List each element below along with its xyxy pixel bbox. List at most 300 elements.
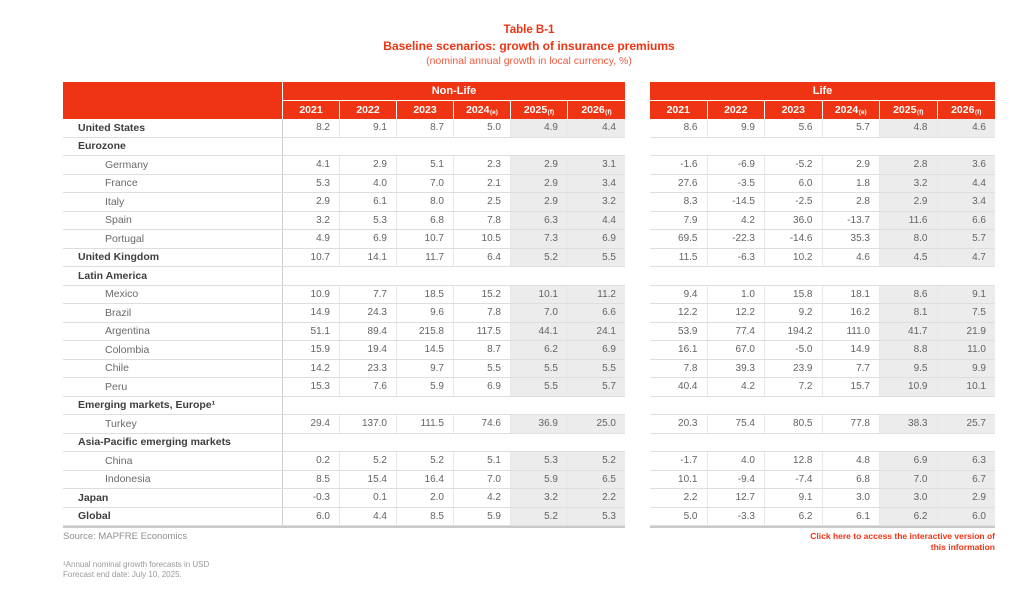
- empty-section-span: [283, 138, 625, 156]
- value-cell: 4.8: [880, 119, 938, 137]
- value-cell: 4.4: [568, 212, 625, 230]
- year-column-header: [823, 101, 881, 119]
- row-label: United States: [63, 119, 283, 137]
- value-cell: 44.1: [511, 323, 568, 341]
- value-cell: 9.2: [765, 304, 823, 322]
- value-cell: 5.3: [568, 508, 625, 526]
- value-cell: 7.0: [880, 471, 938, 489]
- row-label: Portugal: [63, 230, 283, 248]
- row-label: Germany: [63, 156, 283, 174]
- value-cell: 5.5: [454, 360, 511, 378]
- section-row: [650, 397, 995, 416]
- year-label: 2024: [466, 104, 490, 116]
- value-cell: 5.1: [454, 452, 511, 470]
- value-cell: 5.0: [454, 119, 511, 137]
- value-cell: 2.2: [650, 489, 708, 507]
- value-cell: 18.1: [823, 286, 881, 304]
- year-label: 2025: [893, 104, 917, 116]
- value-cell: 8.6: [650, 119, 708, 137]
- row-label: Asia-Pacific emerging markets: [63, 434, 283, 452]
- value-cell: 5.2: [340, 452, 397, 470]
- value-cell: -1.7: [650, 452, 708, 470]
- footnote-1: ¹Annual nominal growth forecasts in USD: [63, 560, 210, 569]
- value-cell: 75.4: [708, 415, 766, 433]
- row-label: Mexico: [63, 286, 283, 304]
- title-block: [63, 22, 995, 68]
- section-row: [650, 138, 995, 157]
- value-cell: 4.0: [708, 452, 766, 470]
- table-row: [63, 341, 625, 360]
- table-row: [63, 119, 625, 138]
- value-cell: -1.6: [650, 156, 708, 174]
- value-cell: 7.7: [340, 286, 397, 304]
- row-label: Spain: [63, 212, 283, 230]
- year-label: 2024: [834, 104, 859, 116]
- value-cell: 6.3: [511, 212, 568, 230]
- year-label: 2026: [951, 104, 975, 116]
- table-row: [63, 193, 625, 212]
- section-row: [63, 397, 625, 416]
- value-cell: 194.2: [765, 323, 823, 341]
- value-cell: 2.9: [511, 175, 568, 193]
- value-cell: 23.3: [340, 360, 397, 378]
- value-cell: 53.9: [650, 323, 708, 341]
- row-label: Emerging markets, Europe¹: [63, 397, 283, 415]
- value-cell: 6.4: [454, 249, 511, 267]
- value-cell: 9.1: [340, 119, 397, 137]
- value-cell: 27.6: [650, 175, 708, 193]
- table-row: [63, 230, 625, 249]
- year-label: 2025: [523, 104, 548, 116]
- row-label: Italy: [63, 193, 283, 211]
- table-row: [63, 452, 625, 471]
- value-cell: 15.8: [765, 286, 823, 304]
- empty-section-span: [650, 138, 995, 156]
- value-cell: 6.9: [880, 452, 938, 470]
- value-cell: 6.6: [568, 304, 625, 322]
- value-cell: 4.4: [568, 119, 625, 137]
- value-cell: 7.7: [823, 360, 881, 378]
- value-cell: 15.4: [340, 471, 397, 489]
- table-row: [650, 304, 995, 323]
- row-label: Colombia: [63, 341, 283, 359]
- value-cell: 24.1: [568, 323, 625, 341]
- value-cell: 5.1: [397, 156, 454, 174]
- value-cell: 4.4: [938, 175, 996, 193]
- value-cell: -6.9: [708, 156, 766, 174]
- table-row: [650, 452, 995, 471]
- value-cell: 16.1: [650, 341, 708, 359]
- value-cell: 25.7: [938, 415, 996, 433]
- value-cell: 5.9: [454, 508, 511, 526]
- value-cell: 14.9: [823, 341, 881, 359]
- value-cell: 10.1: [650, 471, 708, 489]
- section-row: [650, 434, 995, 453]
- life-group-header: Life: [650, 82, 995, 100]
- value-cell: 8.7: [397, 119, 454, 137]
- value-cell: 5.7: [938, 230, 996, 248]
- table-row: [63, 175, 625, 194]
- value-cell: 7.8: [454, 304, 511, 322]
- table-row: [650, 175, 995, 194]
- value-cell: 2.9: [880, 193, 938, 211]
- value-cell: 3.0: [880, 489, 938, 507]
- value-cell: 6.9: [340, 230, 397, 248]
- value-cell: 9.9: [938, 360, 996, 378]
- table-row: [63, 378, 625, 397]
- year-label: 2021: [299, 104, 323, 116]
- value-cell: 7.9: [650, 212, 708, 230]
- year-column-header: [397, 101, 454, 119]
- value-cell: 14.1: [340, 249, 397, 267]
- value-cell: 10.7: [397, 230, 454, 248]
- year-column-header: [454, 101, 511, 119]
- year-label: 2022: [724, 104, 748, 116]
- row-label: Brazil: [63, 304, 283, 322]
- table-row: [650, 323, 995, 342]
- value-cell: 4.9: [511, 119, 568, 137]
- value-cell: 12.8: [765, 452, 823, 470]
- table-row: [63, 249, 625, 268]
- value-cell: 4.8: [823, 452, 881, 470]
- value-cell: 69.5: [650, 230, 708, 248]
- value-cell: 51.1: [283, 323, 340, 341]
- interactive-link[interactable]: Click here to access the interactive version of this information: [810, 531, 995, 552]
- value-cell: 7.3: [511, 230, 568, 248]
- value-cell: -13.7: [823, 212, 881, 230]
- table-row: [650, 471, 995, 490]
- value-cell: 6.6: [938, 212, 996, 230]
- row-label: Eurozone: [63, 138, 283, 156]
- value-cell: 15.3: [283, 378, 340, 396]
- table-row: [650, 286, 995, 305]
- value-cell: 6.8: [823, 471, 881, 489]
- value-cell: 8.8: [880, 341, 938, 359]
- table-subtitle: (nominal annual growth in local currency, %): [426, 55, 632, 67]
- row-label: Chile: [63, 360, 283, 378]
- nonlife-header: [63, 82, 625, 119]
- value-cell: 11.6: [880, 212, 938, 230]
- value-cell: 36.9: [511, 415, 568, 433]
- value-cell: 7.0: [397, 175, 454, 193]
- value-cell: 41.7: [880, 323, 938, 341]
- value-cell: 39.3: [708, 360, 766, 378]
- row-label: Latin America: [63, 267, 283, 285]
- table-row: [63, 508, 625, 527]
- empty-section-span: [650, 434, 995, 452]
- value-cell: 8.6: [880, 286, 938, 304]
- table-row: [650, 341, 995, 360]
- value-cell: 4.1: [283, 156, 340, 174]
- value-cell: 16.4: [397, 471, 454, 489]
- row-label: United Kingdom: [63, 249, 283, 267]
- value-cell: 8.7: [454, 341, 511, 359]
- value-cell: 89.4: [340, 323, 397, 341]
- value-cell: 4.9: [283, 230, 340, 248]
- value-cell: 6.3: [938, 452, 996, 470]
- value-cell: 2.9: [283, 193, 340, 211]
- table-row: [63, 323, 625, 342]
- section-row: [63, 267, 625, 286]
- value-cell: 3.4: [568, 175, 625, 193]
- value-cell: 9.6: [397, 304, 454, 322]
- value-cell: 6.9: [454, 378, 511, 396]
- source-note: Source: MAPFRE Economics: [63, 531, 188, 542]
- value-cell: 2.8: [823, 193, 881, 211]
- value-cell: 80.5: [765, 415, 823, 433]
- value-cell: 111.5: [397, 415, 454, 433]
- value-cell: 3.4: [938, 193, 996, 211]
- value-cell: 11.5: [650, 249, 708, 267]
- table-row: [650, 249, 995, 268]
- value-cell: 11.2: [568, 286, 625, 304]
- value-cell: 6.9: [568, 230, 625, 248]
- value-cell: 6.1: [823, 508, 881, 526]
- year-column-header: [283, 101, 340, 119]
- value-cell: 2.0: [397, 489, 454, 507]
- value-cell: 5.9: [397, 378, 454, 396]
- row-label: Argentina: [63, 323, 283, 341]
- table-title: Baseline scenarios: growth of insurance premiums: [383, 39, 675, 53]
- value-cell: 9.4: [650, 286, 708, 304]
- value-cell: 10.9: [880, 378, 938, 396]
- value-cell: 2.9: [511, 193, 568, 211]
- value-cell: 6.1: [340, 193, 397, 211]
- value-cell: 3.2: [283, 212, 340, 230]
- value-cell: 2.9: [823, 156, 881, 174]
- value-cell: 15.2: [454, 286, 511, 304]
- table-row: [63, 212, 625, 231]
- year-column-header: [568, 101, 625, 119]
- value-cell: 0.1: [340, 489, 397, 507]
- value-cell: 6.0: [283, 508, 340, 526]
- table-row: [63, 415, 625, 434]
- table-row: [650, 156, 995, 175]
- life-header: [650, 82, 995, 119]
- value-cell: 4.6: [938, 119, 996, 137]
- year-column-header: [708, 101, 766, 119]
- value-cell: 38.3: [880, 415, 938, 433]
- value-cell: 8.0: [880, 230, 938, 248]
- value-cell: 9.9: [708, 119, 766, 137]
- row-label: Turkey: [63, 415, 283, 433]
- value-cell: -5.2: [765, 156, 823, 174]
- value-cell: -9.4: [708, 471, 766, 489]
- empty-section-span: [650, 267, 995, 285]
- value-cell: 10.9: [283, 286, 340, 304]
- table-row: [63, 286, 625, 305]
- value-cell: 40.4: [650, 378, 708, 396]
- value-cell: 8.5: [397, 508, 454, 526]
- year-label: 2021: [666, 104, 690, 116]
- value-cell: 4.0: [340, 175, 397, 193]
- value-cell: 20.3: [650, 415, 708, 433]
- value-cell: 5.5: [568, 249, 625, 267]
- value-cell: 117.5: [454, 323, 511, 341]
- row-label: Peru: [63, 378, 283, 396]
- year-suffix: (f): [916, 109, 924, 116]
- table-row: [63, 489, 625, 508]
- value-cell: 2.3: [454, 156, 511, 174]
- section-row: [650, 267, 995, 286]
- value-cell: 5.5: [511, 360, 568, 378]
- year-suffix: (f): [605, 109, 612, 116]
- year-column-header: [511, 101, 568, 119]
- row-label: France: [63, 175, 283, 193]
- section-row: [63, 434, 625, 453]
- value-cell: -2.5: [765, 193, 823, 211]
- row-label: Global: [63, 508, 283, 526]
- value-cell: 2.8: [880, 156, 938, 174]
- year-column-header: [938, 101, 996, 119]
- nonlife-group-header: Non-Life: [283, 82, 625, 100]
- nonlife-table: [63, 82, 625, 528]
- header-corner-block: [63, 82, 282, 119]
- value-cell: 5.2: [511, 249, 568, 267]
- value-cell: 9.5: [880, 360, 938, 378]
- row-label: Japan: [63, 489, 283, 507]
- value-cell: 10.1: [511, 286, 568, 304]
- value-cell: 5.3: [283, 175, 340, 193]
- value-cell: 16.2: [823, 304, 881, 322]
- value-cell: 6.0: [938, 508, 996, 526]
- value-cell: -3.3: [708, 508, 766, 526]
- value-cell: 3.6: [938, 156, 996, 174]
- year-header-row: [650, 101, 995, 119]
- value-cell: 5.5: [568, 360, 625, 378]
- table-row: [650, 193, 995, 212]
- value-cell: 2.5: [454, 193, 511, 211]
- empty-section-span: [283, 267, 625, 285]
- value-cell: -22.3: [708, 230, 766, 248]
- value-cell: 74.6: [454, 415, 511, 433]
- value-cell: 3.2: [880, 175, 938, 193]
- value-cell: 7.0: [511, 304, 568, 322]
- value-cell: 23.9: [765, 360, 823, 378]
- value-cell: 5.9: [511, 471, 568, 489]
- table-row: [650, 360, 995, 379]
- value-cell: 21.9: [938, 323, 996, 341]
- value-cell: 9.7: [397, 360, 454, 378]
- value-cell: -0.3: [283, 489, 340, 507]
- value-cell: 111.0: [823, 323, 881, 341]
- year-column-header: [650, 101, 708, 119]
- value-cell: 36.0: [765, 212, 823, 230]
- value-cell: 5.2: [511, 508, 568, 526]
- year-suffix: (e): [858, 109, 867, 116]
- value-cell: 5.0: [650, 508, 708, 526]
- value-cell: 14.2: [283, 360, 340, 378]
- value-cell: 6.2: [880, 508, 938, 526]
- table-row: [650, 212, 995, 231]
- year-suffix: (f): [547, 109, 555, 116]
- value-cell: 6.9: [568, 341, 625, 359]
- value-cell: 7.8: [454, 212, 511, 230]
- value-cell: 6.8: [397, 212, 454, 230]
- value-cell: 14.9: [283, 304, 340, 322]
- table-row: [650, 230, 995, 249]
- value-cell: 2.9: [938, 489, 996, 507]
- value-cell: -6.3: [708, 249, 766, 267]
- value-cell: 8.5: [283, 471, 340, 489]
- value-cell: 3.2: [511, 489, 568, 507]
- footnotes: [63, 560, 209, 580]
- table-row: [63, 156, 625, 175]
- value-cell: 29.4: [283, 415, 340, 433]
- value-cell: 4.4: [340, 508, 397, 526]
- value-cell: 5.2: [397, 452, 454, 470]
- value-cell: 35.3: [823, 230, 881, 248]
- value-cell: 10.1: [938, 378, 996, 396]
- table-row: [63, 360, 625, 379]
- value-cell: 6.5: [568, 471, 625, 489]
- value-cell: 4.5: [880, 249, 938, 267]
- value-cell: 7.8: [650, 360, 708, 378]
- value-cell: 137.0: [340, 415, 397, 433]
- table-row: [63, 304, 625, 323]
- value-cell: 10.7: [283, 249, 340, 267]
- year-suffix: (e): [489, 109, 498, 116]
- value-cell: 14.5: [397, 341, 454, 359]
- value-cell: 67.0: [708, 341, 766, 359]
- empty-section-span: [283, 434, 625, 452]
- value-cell: 24.3: [340, 304, 397, 322]
- year-label: 2022: [356, 104, 380, 116]
- year-suffix: (f): [974, 109, 982, 116]
- value-cell: 12.7: [708, 489, 766, 507]
- value-cell: 0.2: [283, 452, 340, 470]
- value-cell: 8.0: [397, 193, 454, 211]
- footnote-2: Forecast end date: July 10, 2025.: [63, 570, 182, 579]
- value-cell: 7.0: [454, 471, 511, 489]
- value-cell: 12.2: [708, 304, 766, 322]
- table-number: Table B-1: [503, 24, 555, 36]
- row-label: Indonesia: [63, 471, 283, 489]
- value-cell: 5.5: [511, 378, 568, 396]
- table-row: [63, 471, 625, 490]
- value-cell: 8.3: [650, 193, 708, 211]
- value-cell: 5.3: [340, 212, 397, 230]
- value-cell: 77.4: [708, 323, 766, 341]
- value-cell: 2.1: [454, 175, 511, 193]
- value-cell: 1.0: [708, 286, 766, 304]
- value-cell: 7.6: [340, 378, 397, 396]
- value-cell: 7.5: [938, 304, 996, 322]
- value-cell: 8.2: [283, 119, 340, 137]
- value-cell: 12.2: [650, 304, 708, 322]
- value-cell: 3.1: [568, 156, 625, 174]
- row-label: China: [63, 452, 283, 470]
- value-cell: 4.2: [708, 378, 766, 396]
- year-column-header: [880, 101, 938, 119]
- value-cell: 11.0: [938, 341, 996, 359]
- year-label: 2023: [781, 104, 805, 116]
- value-cell: -14.5: [708, 193, 766, 211]
- empty-section-span: [283, 397, 625, 415]
- empty-section-span: [650, 397, 995, 415]
- value-cell: 9.1: [938, 286, 996, 304]
- value-cell: 6.2: [765, 508, 823, 526]
- value-cell: 19.4: [340, 341, 397, 359]
- value-cell: 3.0: [823, 489, 881, 507]
- value-cell: 4.2: [454, 489, 511, 507]
- table-row: [650, 119, 995, 138]
- value-cell: 3.2: [568, 193, 625, 211]
- value-cell: 7.2: [765, 378, 823, 396]
- year-label: 2023: [413, 104, 437, 116]
- life-table: [650, 82, 995, 528]
- year-label: 2026: [581, 104, 605, 116]
